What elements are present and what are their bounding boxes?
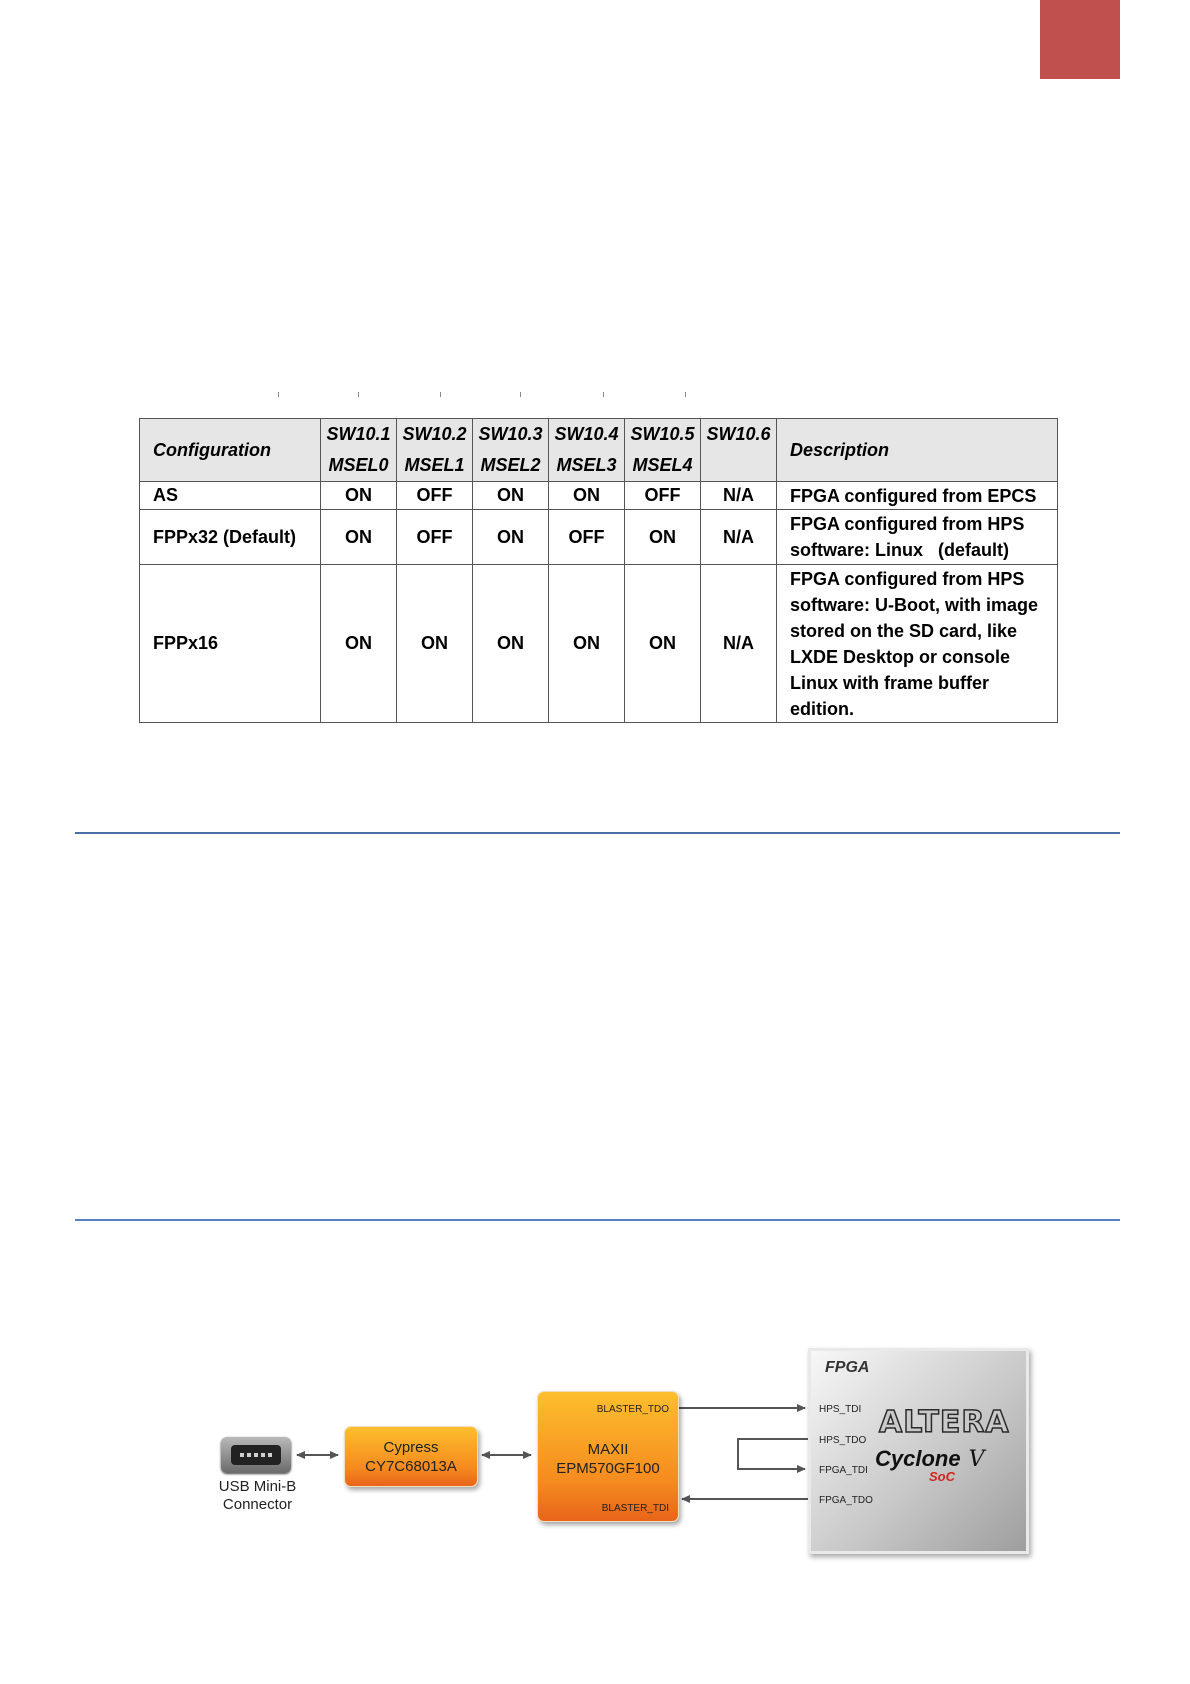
- jtag-chain-diagram: [210, 1345, 1040, 1555]
- header-msel: MSEL2: [480, 455, 541, 475]
- cell-switch-value: ON: [397, 565, 473, 723]
- header-msel: MSEL4: [632, 455, 693, 475]
- header-switch: [397, 419, 473, 482]
- header-description: Description: [777, 419, 1058, 482]
- cell-switch-value: OFF: [397, 482, 473, 510]
- altera-logo: ALTERA: [879, 1405, 1010, 1440]
- pin-fpga-tdi: FPGA_TDI: [819, 1465, 868, 1476]
- cell-mode: AS: [140, 482, 321, 510]
- maxii-chip-block: [537, 1391, 679, 1522]
- tick-mark: [358, 392, 359, 397]
- fpga-title: FPGA: [825, 1359, 870, 1376]
- usb-label-line1: USB Mini-B: [218, 1478, 297, 1495]
- tick-mark: [278, 392, 279, 397]
- tick-mark: [520, 392, 521, 397]
- cell-switch-value: OFF: [549, 510, 625, 565]
- cell-description: FPGA configured from HPS software: U-Boot, with image stored on the SD card, like LXDE Desktop or console Linux with frame buffer edition.: [777, 565, 1058, 723]
- soc-label: SoC: [929, 1469, 955, 1484]
- cell-switch-value: ON: [473, 482, 549, 510]
- header-switch-name: SW10.1: [326, 424, 391, 444]
- cell-switch-value: N/A: [701, 510, 777, 565]
- header-msel: MSEL1: [404, 455, 465, 475]
- header-switch: [549, 419, 625, 482]
- cyclone-family: Cyclone: [875, 1446, 961, 1471]
- cell-switch-value: N/A: [701, 565, 777, 723]
- header-switch: [321, 419, 397, 482]
- pin-fpga-tdo: FPGA_TDO: [819, 1495, 873, 1506]
- header-switch: [625, 419, 701, 482]
- cypress-chip-block: [344, 1426, 478, 1487]
- pin-hps-tdo: HPS_TDO: [819, 1435, 867, 1446]
- cell-switch-value: ON: [321, 482, 397, 510]
- header-msel: MSEL0: [328, 455, 389, 475]
- header-switch-name: SW10.6: [706, 424, 771, 444]
- pin-hps-tdi: HPS_TDI: [819, 1404, 862, 1415]
- header-switch-name: SW10.5: [630, 424, 695, 444]
- cell-switch-value: N/A: [701, 482, 777, 510]
- maxii-label: MAXII: [587, 1441, 629, 1458]
- maxii-part-number: EPM570GF100: [556, 1460, 660, 1477]
- msel-configuration-table: [139, 418, 1058, 723]
- cypress-part-number: CY7C68013A: [365, 1457, 457, 1475]
- header-switch-name: SW10.2: [402, 424, 467, 444]
- header-msel: MSEL3: [556, 455, 617, 475]
- cell-switch-value: ON: [625, 510, 701, 565]
- cell-switch-value: ON: [549, 482, 625, 510]
- header-switch-name: SW10.3: [478, 424, 543, 444]
- cell-switch-value: ON: [321, 510, 397, 565]
- tick-mark: [440, 392, 441, 397]
- table-row: [140, 482, 1058, 510]
- tick-mark: [685, 392, 686, 397]
- usb-connector-label: [195, 1478, 320, 1514]
- section-divider: [75, 832, 1120, 834]
- cyclone-suffix: V: [968, 1447, 985, 1472]
- cell-switch-value: OFF: [625, 482, 701, 510]
- header-switch: [701, 419, 777, 482]
- header-configuration: Configuration: [140, 419, 321, 482]
- cypress-label: Cypress: [383, 1438, 439, 1456]
- tick-mark: [603, 392, 604, 397]
- table-row: [140, 510, 1058, 565]
- pin-blaster-tdo: BLASTER_TDO: [596, 1404, 669, 1415]
- cell-mode: FPPx32 (Default): [140, 510, 321, 565]
- cell-description: FPGA configured from HPS software: Linux (default): [777, 510, 1058, 565]
- cell-switch-value: OFF: [397, 510, 473, 565]
- section-divider: [75, 1219, 1120, 1221]
- cell-switch-value: ON: [625, 565, 701, 723]
- cell-switch-value: ON: [473, 565, 549, 723]
- hps-tdo-to-fpga-tdi-arrow: [738, 1439, 808, 1469]
- cell-switch-value: ON: [321, 565, 397, 723]
- usb-label-line2: Connector: [222, 1496, 293, 1513]
- header-switch: [473, 419, 549, 482]
- table-row: [140, 565, 1058, 723]
- usb-mini-b-icon: [221, 1437, 291, 1473]
- cell-description: FPGA configured from EPCS: [777, 482, 1058, 510]
- table-header-row: [140, 419, 1058, 482]
- cell-mode: FPPx16: [140, 565, 321, 723]
- cell-switch-value: ON: [549, 565, 625, 723]
- page-corner-tab: [1040, 0, 1120, 79]
- pin-blaster-tdi: BLASTER_TDI: [601, 1503, 669, 1514]
- cell-switch-value: ON: [473, 510, 549, 565]
- header-switch-name: SW10.4: [554, 424, 619, 444]
- fpga-chip-block: [808, 1348, 1029, 1554]
